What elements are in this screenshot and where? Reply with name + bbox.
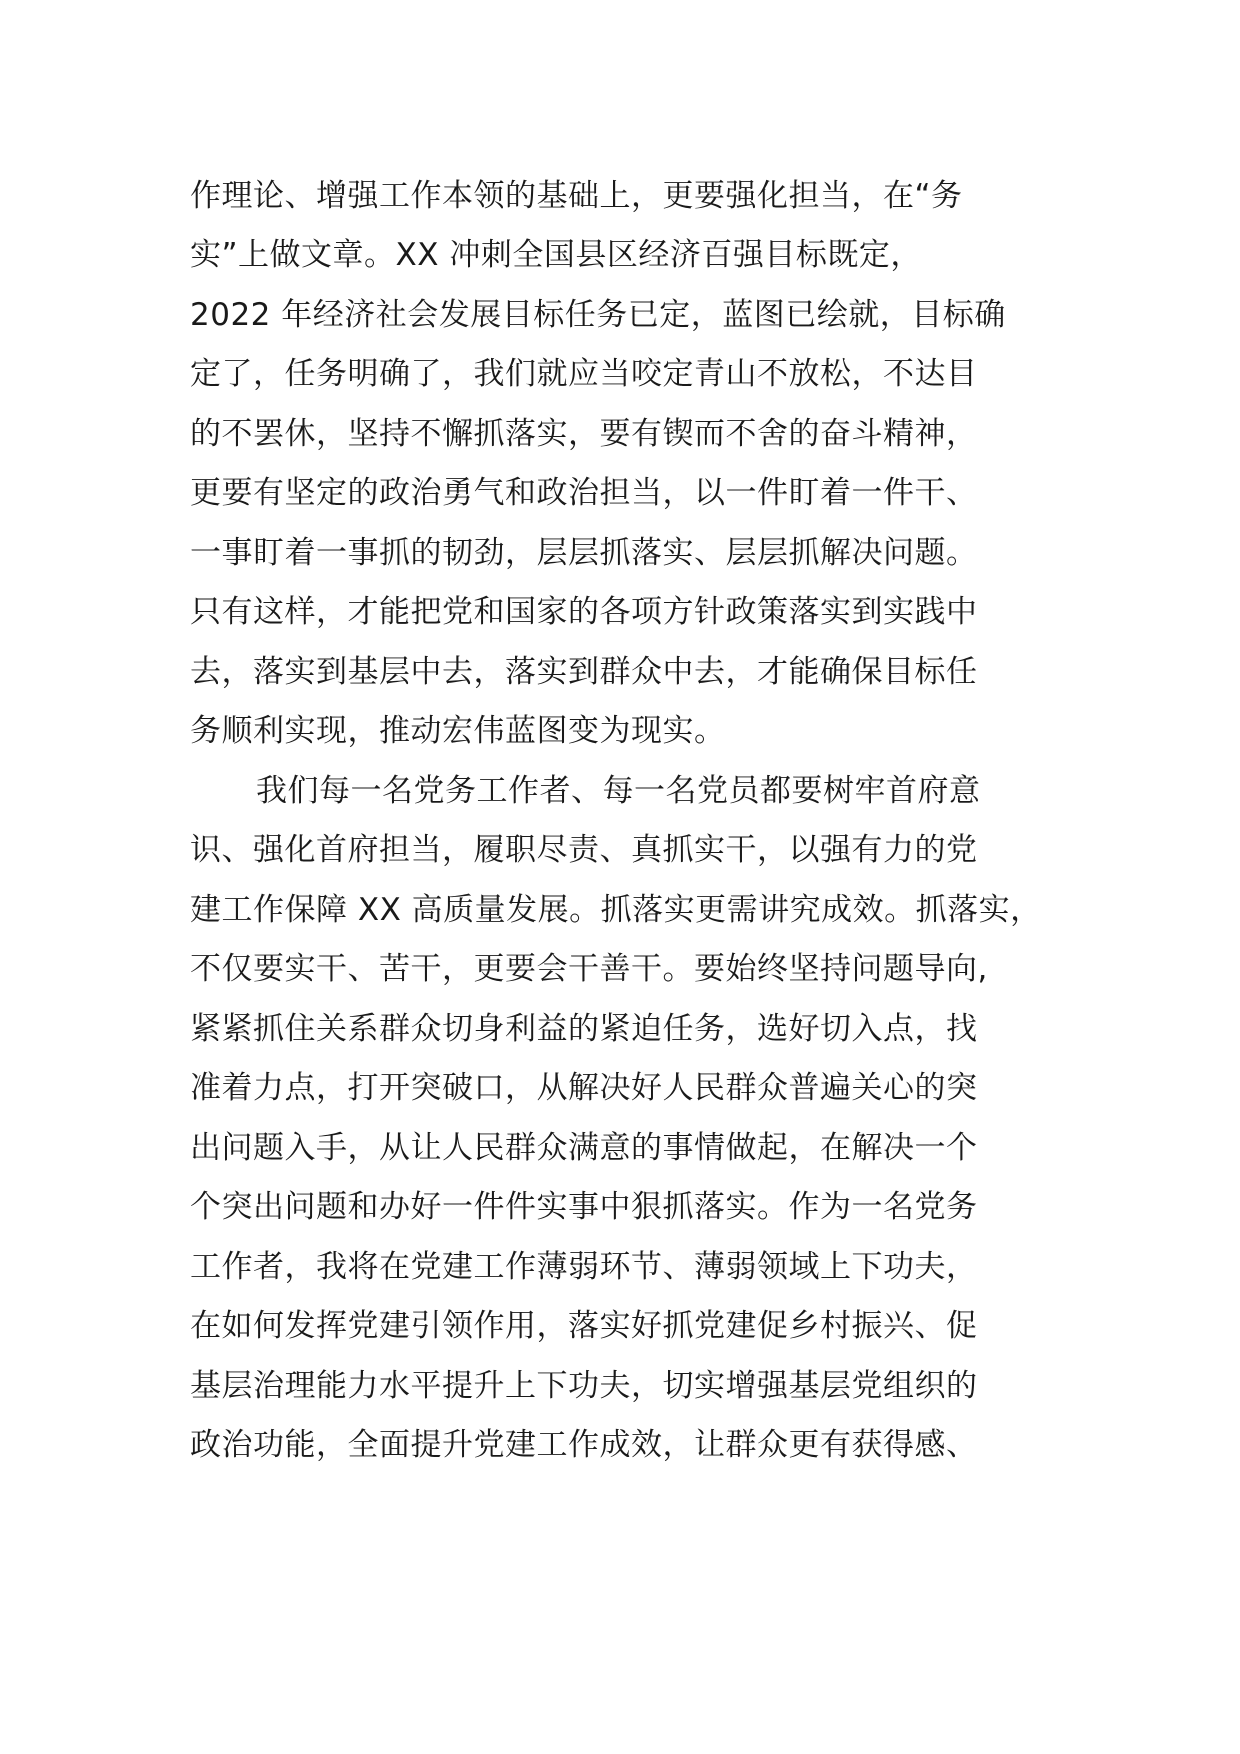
text-line: 准着力点，打开突破口，从解决好人民群众普遍关心的突: [190, 1070, 978, 1106]
text-line: 政治功能，全面提升党建工作成效，让群众更有获得感、: [190, 1427, 978, 1463]
text-line: 只有这样，才能把党和国家的各项方针政策落实到实践中: [190, 594, 978, 630]
text-line: 定了，任务明确了，我们就应当咬定青山不放松，不达目: [190, 356, 978, 392]
text-line: 一事盯着一事抓的韧劲，层层抓落实、层层抓解决问题。: [190, 535, 978, 571]
paragraph-first-line: 我们每一名党务工作者、每一名党员都要树牢首府意: [256, 773, 981, 809]
text-line: 个突出问题和办好一件件实事中狠抓落实。作为一名党务: [190, 1189, 978, 1225]
text-line: 不仅要实干、苦干，更要会干善干。要始终坚持问题导向,: [190, 951, 988, 987]
text-line: 识、强化首府担当，履职尽责、真抓实干，以强有力的党: [190, 832, 978, 868]
text-line: 的不罢休，坚持不懈抓落实，要有锲而不舍的奋斗精神，: [190, 416, 978, 452]
text-line: 务顺利实现，推动宏伟蓝图变为现实。: [190, 713, 726, 749]
text-line: 实”上做文章。XX 冲刺全国县区经济百强目标既定，: [190, 237, 922, 273]
text-line: 出问题入手，从让人民群众满意的事情做起，在解决一个: [190, 1130, 978, 1166]
text-line: 更要有坚定的政治勇气和政治担当，以一件盯着一件干、: [190, 475, 978, 511]
text-line: 紧紧抓住关系群众切身利益的紧迫任务，选好切入点，找: [190, 1011, 978, 1047]
text-line: 去，落实到基层中去，落实到群众中去，才能确保目标任: [190, 654, 978, 690]
text-line: 2022 年经济社会发展目标任务已定，蓝图已绘就，目标确: [190, 297, 1006, 333]
text-line: 基层治理能力水平提升上下功夫，切实增强基层党组织的: [190, 1368, 978, 1404]
text-line: 作理论、增强工作本领的基础上，更要强化担当，在“务: [190, 178, 963, 214]
text-line: 在如何发挥党建引领作用，落实好抓党建促乡村振兴、促: [190, 1308, 978, 1344]
text-line: 建工作保障 XX 高质量发展。抓落实更需讲究成效。抓落实，: [190, 892, 1042, 928]
text-line: 工作者，我将在党建工作薄弱环节、薄弱领域上下功夫，: [190, 1249, 978, 1285]
